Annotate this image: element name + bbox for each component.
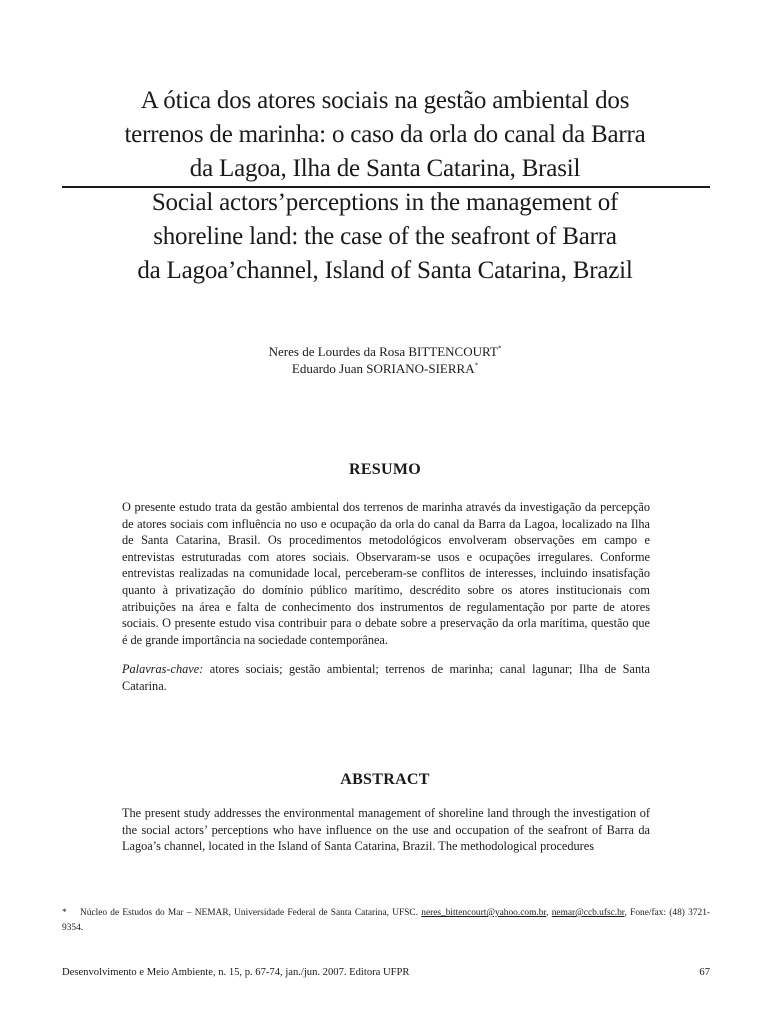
email-link-author[interactable]: neres_bittencourt@yahoo.com.br [421, 908, 547, 918]
author-2-name: Eduardo Juan SORIANO-SIERRA [291, 361, 475, 376]
author-1-name: Neres de Lourdes da Rosa BITTENCOURT [268, 344, 498, 359]
footnote-contact: , Fone/fax: (48) 3721-9354. [62, 908, 711, 933]
author-list [160, 343, 610, 377]
title-portuguese: A ótica dos atores sociais na gestão ambiental dos terrenos de marinha: o caso da orla do canal da Barra da Lagoa, Ilha de Santa Catarina, Brasil [124, 87, 646, 182]
author-1 [160, 343, 610, 360]
keywords-line [122, 661, 650, 694]
abstract-heading: ABSTRACT [340, 771, 430, 788]
resumo-paragraph: O presente estudo trata da gestão ambiental dos terrenos de marinha através da investigação da percepção de atores sociais com influência no uso e ocupação da orla do canal da Barra da Lagoa, localizado na Ilha de Santa Catarina, Brasil. Os procedimentos metodológicos envolveram observações em campo e entrevistas estruturadas com atores sociais. Observaram-se usos e ocupações irregulares. Conforme entrevistas realizadas na comunidade local, perceberam-se conflitos de interesses, incluindo insatisfação quanto à privatização do domínio público marítimo, descrédito sobre os atores institucionais com atribuições na área e falta de conhecimento dos instrumentos de regulamentação por parte de atores sociais. O presente estudo visa contribuir para o debate sobre a preservação da orla marítima, questão que é de grande importância na sociedade contemporânea. [122, 500, 650, 647]
author-1-footnote-mark: * [497, 344, 502, 353]
resumo-heading: RESUMO [348, 461, 422, 478]
footnote-separator: , [546, 908, 549, 918]
keywords-list: atores sociais; gestão ambiental; terrenos de marinha; canal lagunar; Ilha de Santa Catarina. [122, 662, 650, 693]
keywords-label: Palavras-chave: [122, 662, 204, 676]
author-2 [160, 360, 610, 377]
journal-citation: Desenvolvimento e Meio Ambiente, n. 15, p. 67-74, jan./jun. 2007. Editora UFPR [62, 967, 410, 978]
abstract-paragraph: The present study addresses the environmental management of shoreline land through the investigation of the social actors’ perceptions who have influence on the use and occupation of the seafront of Barra da Lagoa’s channel, located in the Island of Santa Catarina, Brazil. The methodological procedures [122, 806, 650, 854]
footnote-affiliation: Núcleo de Estudos do Mar – NEMAR, Universidade Federal de Santa Catarina, UFSC. [80, 908, 418, 918]
email-link-nemar[interactable]: nemar@ccb.ufsc.br [551, 908, 625, 918]
footnote-mark: * [62, 908, 67, 918]
affiliation-footnote [62, 906, 710, 936]
title-english: Social actors’perceptions in the management of shoreline land: the case of the seafront of Barra da Lagoa’channel, Island of Santa Catarina, Brazil [137, 189, 633, 284]
page-number: 67 [699, 967, 710, 978]
author-2-footnote-mark: * [474, 361, 479, 370]
